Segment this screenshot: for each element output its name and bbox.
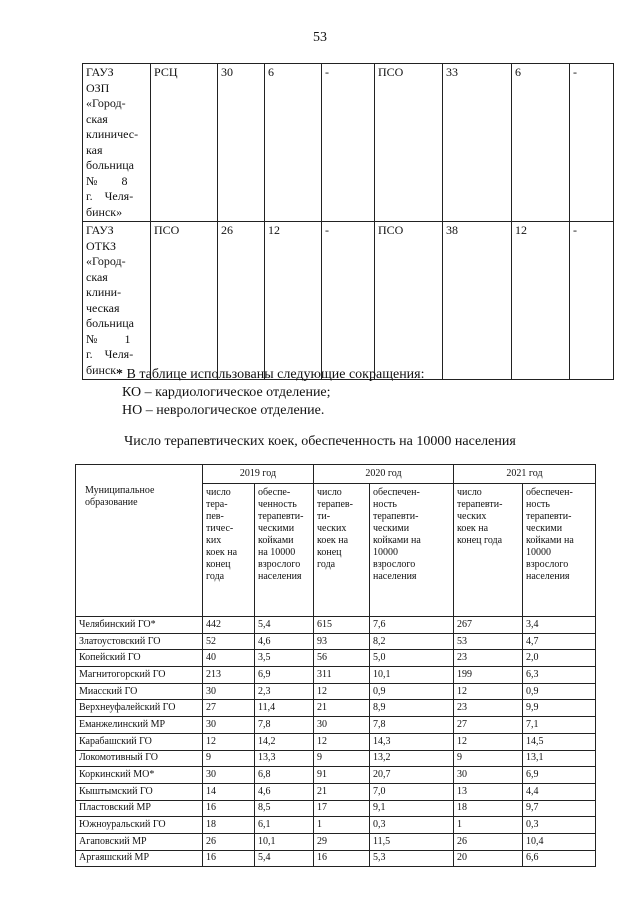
- municipality-cell: Копейский ГО: [76, 650, 203, 667]
- value-cell: 27: [203, 700, 255, 717]
- hospital-name-line: бинск»: [86, 362, 123, 377]
- column-header-cell: [370, 484, 454, 617]
- value-cell: 9: [314, 750, 370, 767]
- column-header-line: коек на: [206, 547, 238, 558]
- value-cell: 16: [314, 850, 370, 867]
- column-header-line: ченность: [258, 499, 297, 510]
- value-cell: 26: [454, 833, 523, 850]
- table-title: Число терапевтических коек, обеспеченность на 10000 населения: [124, 434, 516, 449]
- value-cell: 2,0: [523, 650, 596, 667]
- column-header-line: ческих: [317, 523, 347, 534]
- column-header-line: ких: [206, 535, 222, 546]
- municipality-cell: Аргаяшский МР: [76, 850, 203, 867]
- value-cell: 7,8: [255, 717, 314, 734]
- value-cell: 7,6: [370, 617, 454, 634]
- column-header-cell: [255, 484, 314, 617]
- value-cell: 12: [314, 733, 370, 750]
- value-cell: 0,3: [523, 817, 596, 834]
- value-cell: 3,4: [523, 617, 596, 634]
- value-cell: 14: [203, 783, 255, 800]
- table-cell: -: [322, 64, 375, 222]
- value-cell: 12: [314, 683, 370, 700]
- municipality-cell: Челябинский ГО*: [76, 617, 203, 634]
- table-row: [83, 64, 614, 222]
- hospital-name-line: кая: [86, 142, 103, 157]
- hospital-name-line: бинск»: [86, 204, 123, 219]
- column-header-line: число: [206, 487, 231, 498]
- value-cell: 56: [314, 650, 370, 667]
- column-header-line: число: [317, 487, 342, 498]
- value-cell: 7,1: [523, 717, 596, 734]
- table-cell: 6: [265, 64, 322, 222]
- value-cell: 1: [454, 817, 523, 834]
- municipality-cell: Златоустовский ГО: [76, 633, 203, 650]
- table-cell: -: [322, 222, 375, 380]
- value-cell: 30: [203, 767, 255, 784]
- table-row: [76, 800, 596, 817]
- value-cell: 6,8: [255, 767, 314, 784]
- hospital-name-line: ГАУЗ: [86, 65, 114, 79]
- value-cell: 5,4: [255, 850, 314, 867]
- value-cell: 30: [454, 767, 523, 784]
- column-header-line: взрослого: [258, 559, 301, 570]
- table-cell: -: [570, 64, 614, 222]
- municipality-cell: Коркинский МО*: [76, 767, 203, 784]
- column-header-line: терапевти-: [258, 511, 304, 522]
- value-cell: 21: [314, 700, 370, 717]
- table-row: [76, 650, 596, 667]
- column-header-cell: [203, 484, 255, 617]
- value-cell: 29: [314, 833, 370, 850]
- value-cell: 5,4: [255, 617, 314, 634]
- column-header-line: на 10000: [258, 547, 296, 558]
- column-header-line: койками на: [373, 535, 421, 546]
- municipality-header-cell: Муниципальное образование: [76, 465, 203, 617]
- value-cell: 30: [203, 717, 255, 734]
- value-cell: 267: [454, 617, 523, 634]
- value-cell: 10,1: [255, 833, 314, 850]
- page-number: 53: [313, 30, 327, 45]
- table-cell: 38: [443, 222, 512, 380]
- table-cell: ПСО: [151, 222, 218, 380]
- column-header-line: взрослого: [373, 559, 416, 570]
- value-cell: 11,4: [255, 700, 314, 717]
- column-header-line: ность: [526, 499, 550, 510]
- value-cell: 6,9: [523, 767, 596, 784]
- table-row: [76, 767, 596, 784]
- value-cell: 6,3: [523, 667, 596, 684]
- value-cell: 13,2: [370, 750, 454, 767]
- table-row: [76, 617, 596, 634]
- value-cell: 13,1: [523, 750, 596, 767]
- municipality-cell: Магнитогорский ГО: [76, 667, 203, 684]
- value-cell: 10,1: [370, 667, 454, 684]
- value-cell: 12: [454, 683, 523, 700]
- year-header-row: [76, 465, 596, 484]
- column-header-line: терапевти-: [526, 511, 572, 522]
- hospital-name-line: «Город-: [86, 254, 126, 268]
- column-header-line: населения: [373, 571, 417, 582]
- hospital-name-line: г. Челя-: [86, 347, 134, 361]
- value-cell: 442: [203, 617, 255, 634]
- value-cell: 16: [203, 850, 255, 867]
- value-cell: 7,0: [370, 783, 454, 800]
- column-header-line: тичес-: [206, 523, 234, 534]
- value-cell: 4,6: [255, 783, 314, 800]
- column-header-line: койками: [258, 535, 294, 546]
- value-cell: 0,9: [523, 683, 596, 700]
- value-cell: 30: [314, 717, 370, 734]
- value-cell: 213: [203, 667, 255, 684]
- value-cell: 5,0: [370, 650, 454, 667]
- value-cell: 3,5: [255, 650, 314, 667]
- hospital-name-line: ская: [86, 111, 108, 126]
- value-cell: 1: [314, 817, 370, 834]
- table-cell: 6: [512, 64, 570, 222]
- column-header-line: тера-: [206, 499, 228, 510]
- hospital-name-line: ческая: [86, 300, 120, 315]
- table-row: [76, 733, 596, 750]
- municipality-cell: Еманжелинский МР: [76, 717, 203, 734]
- table-row: [76, 850, 596, 867]
- value-cell: 14,5: [523, 733, 596, 750]
- value-cell: 5,3: [370, 850, 454, 867]
- table-cell: -: [570, 222, 614, 380]
- column-header-line: ческими: [526, 523, 563, 534]
- value-cell: 11,5: [370, 833, 454, 850]
- column-header-line: коек на: [317, 535, 349, 546]
- table-row: [76, 783, 596, 800]
- column-header-line: конец года: [457, 535, 503, 546]
- column-header-line: года: [317, 559, 336, 570]
- table-cell: 12: [512, 222, 570, 380]
- column-header-line: число: [457, 487, 482, 498]
- column-header-line: 10000: [373, 547, 398, 558]
- column-header-cell: [523, 484, 596, 617]
- value-cell: 52: [203, 633, 255, 650]
- table-row: [76, 683, 596, 700]
- column-header-line: обеспечен-: [373, 487, 420, 498]
- value-cell: 9,7: [523, 800, 596, 817]
- value-cell: 18: [203, 817, 255, 834]
- column-header-line: терапевти-: [457, 499, 503, 510]
- value-cell: 6,6: [523, 850, 596, 867]
- table-row: [76, 817, 596, 834]
- municipality-cell: Локомотивный ГО: [76, 750, 203, 767]
- value-cell: 2,3: [255, 683, 314, 700]
- value-cell: 8,2: [370, 633, 454, 650]
- hospital-name-line: г. Челя-: [86, 189, 134, 203]
- column-header-line: ческими: [258, 523, 295, 534]
- column-header-line: ческих: [457, 511, 487, 522]
- hospital-name-line: клиничес-: [86, 127, 139, 141]
- value-cell: 13,3: [255, 750, 314, 767]
- column-header-line: ческими: [373, 523, 410, 534]
- municipality-cell: Кыштымский ГО: [76, 783, 203, 800]
- column-header-line: взрослого: [526, 559, 569, 570]
- hospital-name-line: «Город-: [86, 96, 126, 110]
- table-cell: 26: [218, 222, 265, 380]
- hospital-name-line: больница: [86, 158, 134, 172]
- hospital-name-line: ГАУЗ: [86, 223, 114, 237]
- table-cell: 30: [218, 64, 265, 222]
- value-cell: 199: [454, 667, 523, 684]
- value-cell: 4,7: [523, 633, 596, 650]
- column-header-cell: [314, 484, 370, 617]
- value-cell: 7,8: [370, 717, 454, 734]
- hospital-name-line: ОЗП: [86, 80, 110, 95]
- value-cell: 16: [203, 800, 255, 817]
- municipality-cell: Верхнеуфалейский ГО: [76, 700, 203, 717]
- value-cell: 40: [203, 650, 255, 667]
- value-cell: 91: [314, 767, 370, 784]
- table-cell: 33: [443, 64, 512, 222]
- table-row: [76, 700, 596, 717]
- column-header-line: ность: [373, 499, 397, 510]
- municipality-cell: Южноуральский ГО: [76, 817, 203, 834]
- table-row: [83, 222, 614, 380]
- value-cell: 12: [454, 733, 523, 750]
- table-row: [76, 717, 596, 734]
- column-header-line: терапев-: [317, 499, 353, 510]
- note-line-3: НО – неврологическое отделение.: [122, 403, 325, 418]
- column-header-line: терапевти-: [373, 511, 419, 522]
- table-cell: ПСО: [375, 64, 443, 222]
- value-cell: 20: [454, 850, 523, 867]
- value-cell: 26: [203, 833, 255, 850]
- hospital-name-cell: [83, 64, 151, 222]
- value-cell: 9,9: [523, 700, 596, 717]
- hospitals-table: [82, 63, 614, 380]
- value-cell: 0,3: [370, 817, 454, 834]
- note-line-1: * В таблице использованы следующие сокращения:: [116, 367, 425, 382]
- column-header-line: обеспе-: [258, 487, 291, 498]
- column-header-line: конец: [206, 559, 231, 570]
- value-cell: 12: [203, 733, 255, 750]
- value-cell: 9,1: [370, 800, 454, 817]
- column-header-line: обеспечен-: [526, 487, 573, 498]
- value-cell: 14,2: [255, 733, 314, 750]
- municipality-cell: Карабашский ГО: [76, 733, 203, 750]
- value-cell: 30: [203, 683, 255, 700]
- column-header-line: населения: [526, 571, 570, 582]
- value-cell: 8,9: [370, 700, 454, 717]
- table-cell: РСЦ: [151, 64, 218, 222]
- table-row: [76, 633, 596, 650]
- column-header-line: пев-: [206, 511, 224, 522]
- value-cell: 23: [454, 650, 523, 667]
- table-row: [76, 750, 596, 767]
- beds-table: [75, 464, 596, 867]
- column-header-line: конец: [317, 547, 342, 558]
- value-cell: 8,5: [255, 800, 314, 817]
- table-row: [76, 667, 596, 684]
- value-cell: 615: [314, 617, 370, 634]
- value-cell: 9: [203, 750, 255, 767]
- value-cell: 93: [314, 633, 370, 650]
- column-header-line: населения: [258, 571, 302, 582]
- table-row: [76, 833, 596, 850]
- column-header-line: ти-: [317, 511, 331, 522]
- table-cell: 12: [265, 222, 322, 380]
- hospital-name-line: больница: [86, 316, 134, 330]
- hospital-name-line: ОТКЗ: [86, 238, 117, 253]
- table-cell: ПСО: [375, 222, 443, 380]
- municipality-cell: Пластовский МР: [76, 800, 203, 817]
- value-cell: 9: [454, 750, 523, 767]
- hospital-name-line: № 8: [86, 173, 128, 188]
- year-header-cell: 2019 год: [203, 465, 314, 484]
- hospital-name-line: № 1: [86, 331, 131, 346]
- value-cell: 10,4: [523, 833, 596, 850]
- value-cell: 4,6: [255, 633, 314, 650]
- column-header-line: 10000: [526, 547, 551, 558]
- municipality-cell: Агаповский МР: [76, 833, 203, 850]
- value-cell: 311: [314, 667, 370, 684]
- value-cell: 6,9: [255, 667, 314, 684]
- column-header-line: коек на: [457, 523, 489, 534]
- hospital-name-line: клини-: [86, 285, 122, 299]
- value-cell: 21: [314, 783, 370, 800]
- value-cell: 17: [314, 800, 370, 817]
- hospital-name-cell: [83, 222, 151, 380]
- value-cell: 27: [454, 717, 523, 734]
- value-cell: 20,7: [370, 767, 454, 784]
- value-cell: 13: [454, 783, 523, 800]
- year-header-cell: 2020 год: [314, 465, 454, 484]
- note-line-2: КО – кардиологическое отделение;: [122, 385, 331, 400]
- value-cell: 4,4: [523, 783, 596, 800]
- municipality-cell: Миасский ГО: [76, 683, 203, 700]
- value-cell: 14,3: [370, 733, 454, 750]
- hospital-name-line: ская: [86, 269, 108, 284]
- year-header-cell: 2021 год: [454, 465, 596, 484]
- value-cell: 23: [454, 700, 523, 717]
- value-cell: 0,9: [370, 683, 454, 700]
- value-cell: 53: [454, 633, 523, 650]
- column-header-cell: [454, 484, 523, 617]
- value-cell: 18: [454, 800, 523, 817]
- column-header-line: года: [206, 571, 225, 582]
- value-cell: 6,1: [255, 817, 314, 834]
- column-header-line: койками на: [526, 535, 574, 546]
